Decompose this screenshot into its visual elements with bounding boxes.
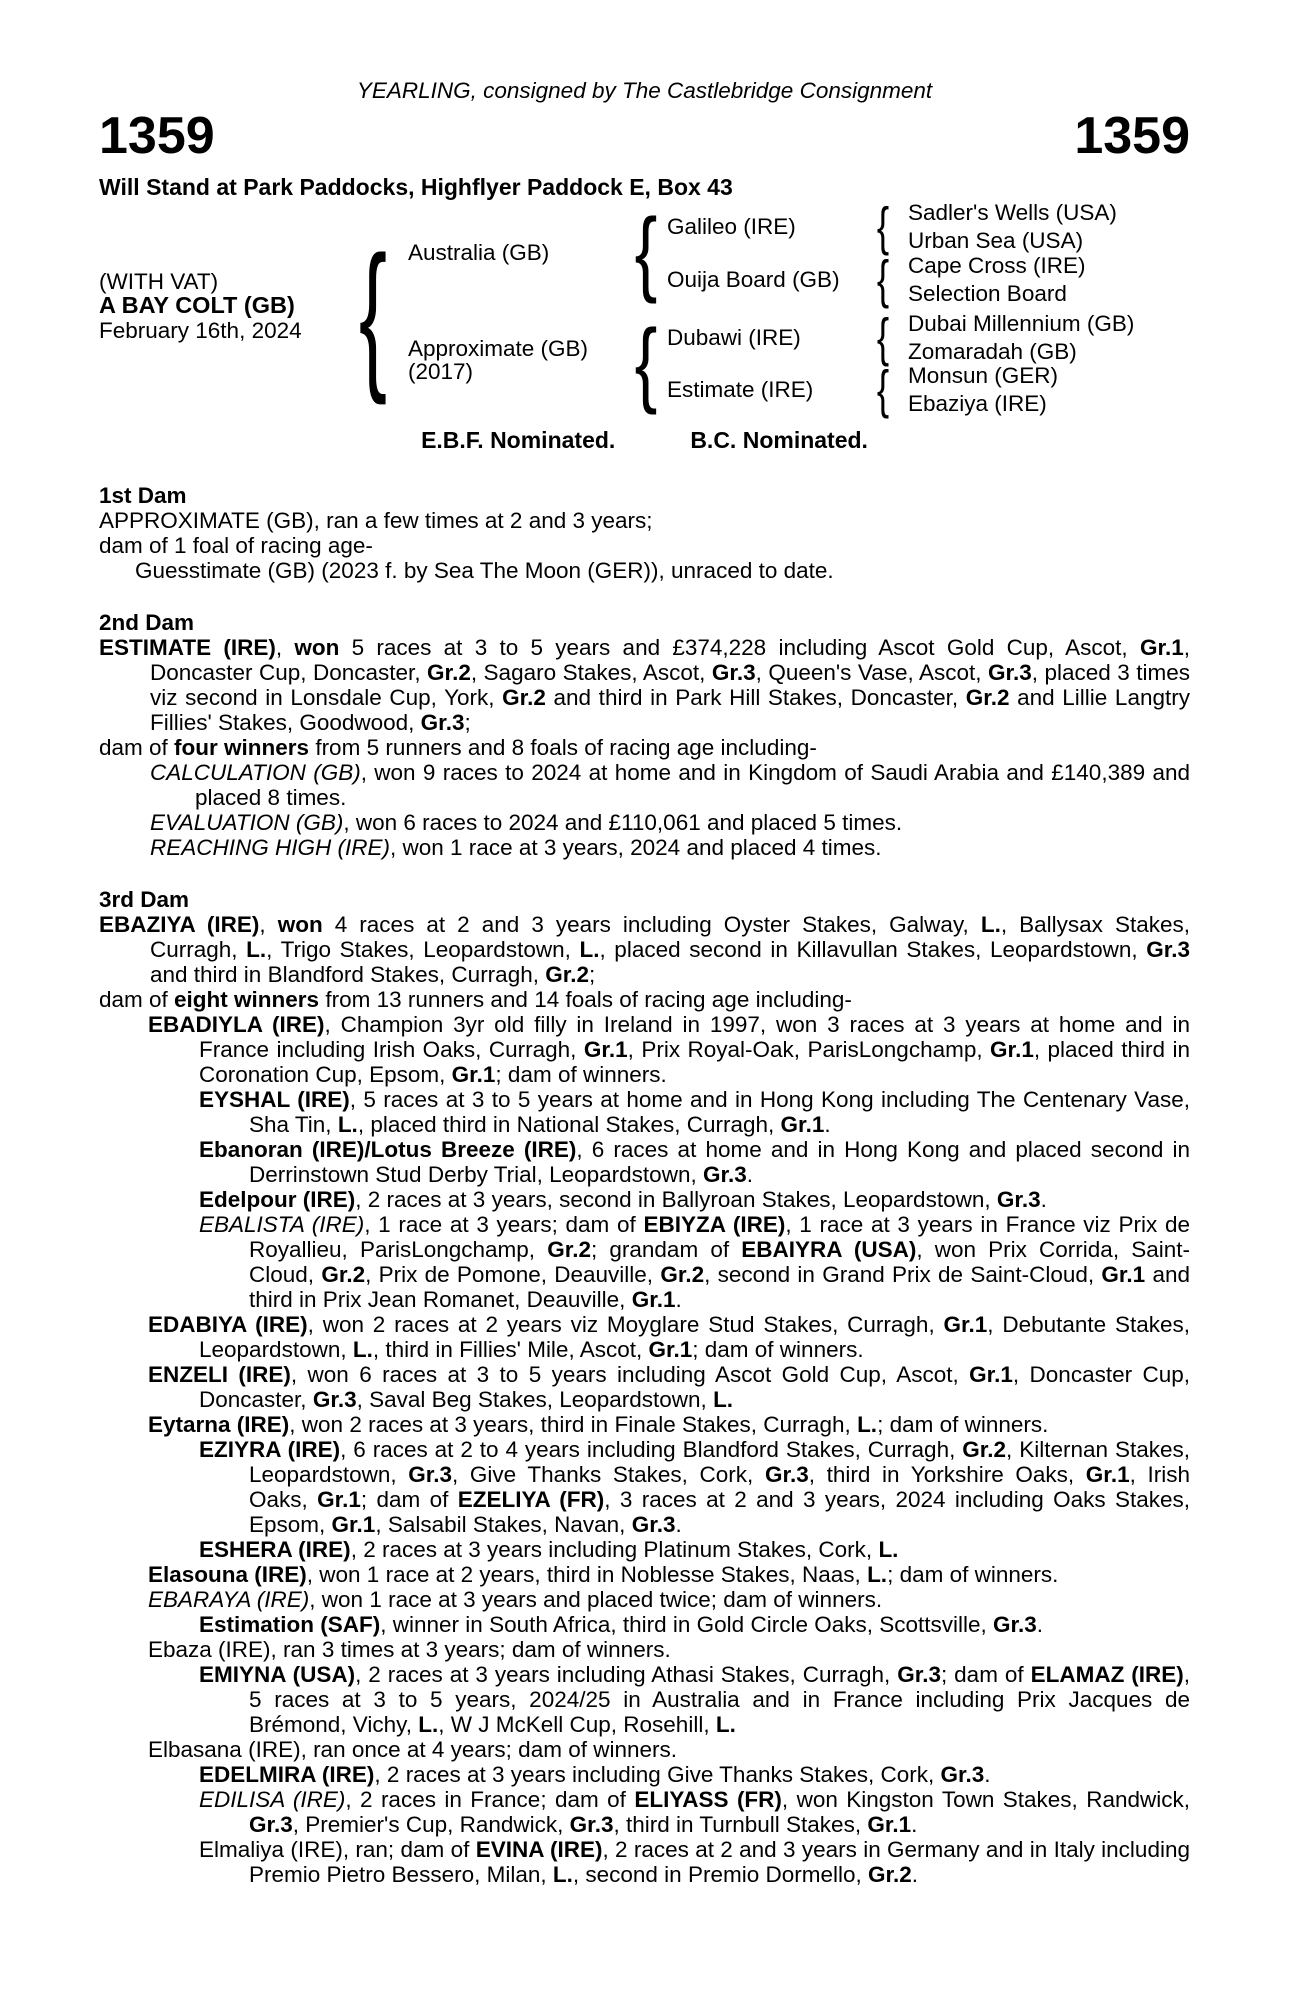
catalogue-paragraph: EDABIYA (IRE), won 2 races at 2 years viz Moyglare Stud Stakes, Curragh, Gr.1, Debutante Stakes, Leopardstown, L., third in Fillies' Mile, Ascot, Gr.1; dam of winners. xyxy=(148,1312,1190,1362)
catalogue-paragraph: Elmaliya (IRE), ran; dam of EVINA (IRE), 2 races at 2 and 3 years in Germany and in Italy including Premio Pietro Bessero, Milan, L., second in Premio Dormello, Gr.2. xyxy=(199,1837,1190,1887)
catalogue-paragraph: EBAZIYA (IRE), won 4 races at 2 and 3 years including Oyster Stakes, Galway, L., Ballysax Stakes, Curragh, L., Trigo Stakes, Leopardstown, L., placed second in Killavullan Stakes, Leopardstown, Gr.3 and third in Blandford Stakes, Curragh, Gr.2; xyxy=(99,912,1190,987)
stabling-location: Will Stand at Park Paddocks, Highflyer Paddock E, Box 43 xyxy=(99,174,733,200)
vat-note: (WITH VAT) xyxy=(99,269,219,294)
catalogue-paragraph: REACHING HIGH (IRE), won 1 race at 3 years, 2024 and placed 4 times. xyxy=(150,835,882,860)
lot-number-right: 1359 xyxy=(1074,107,1190,165)
catalogue-paragraph: Eytarna (IRE), won 2 races at 3 years, third in Finale Stakes, Curragh, L.; dam of winners. xyxy=(148,1412,1049,1437)
catalogue-paragraph: ESHERA (IRE), 2 races at 3 years including Platinum Stakes, Cork, L. xyxy=(199,1537,899,1562)
catalogue-paragraph: EDELMIRA (IRE), 2 races at 3 years including Give Thanks Stakes, Cork, Gr.3. xyxy=(199,1762,991,1787)
sire-sire-dam: Urban Sea (USA) xyxy=(908,228,1084,253)
catalogue-paragraph: Estimation (SAF), winner in South Africa, third in Gold Circle Oaks, Scottsville, Gr.3. xyxy=(199,1612,1044,1637)
bc-nomination: B.C. Nominated. xyxy=(690,427,868,453)
catalogue-paragraph: EBALISTA (IRE), 1 race at 3 years; dam of EBIYZA (IRE), 1 race at 3 years in France viz Prix de Royallieu, ParisLongchamp, Gr.2; grandam of EBAIYRA (USA), won Prix Corrida, Saint-Cloud, Gr.2, Prix de Pomone, Deauville, Gr.2, second in Grand Prix de Saint-Cloud, Gr.1 and third in Prix Jean Romanet, Deauville, Gr.1. xyxy=(199,1212,1190,1312)
dam-sire-dam: Zomaradah (GB) xyxy=(908,339,1077,364)
dam-sire-name: Dubawi (IRE) xyxy=(667,325,801,350)
catalogue-paragraph: Ebanoran (IRE)/Lotus Breeze (IRE), 6 races at home and in Hong Kong and placed second in Derrinstown Stud Derby Trial, Leopardstown, Gr.3. xyxy=(199,1137,1190,1187)
pedigree-brace-gp4: { xyxy=(876,359,890,419)
catalogue-paragraph: EMIYNA (USA), 2 races at 3 years including Athasi Stakes, Curragh, Gr.3; dam of ELAMAZ (IRE), 5 races at 3 to 5 years, 2024/25 in Australia and in France including Prix Jacques de Brémond, Vichy, L., W J McKell Cup, Rosehill, L. xyxy=(199,1662,1191,1737)
catalogue-paragraph: dam of eight winners from 13 runners and 14 foals of racing age including- xyxy=(99,987,852,1012)
catalogue-paragraph: CALCULATION (GB), won 9 races to 2024 at home and in Kingdom of Saudi Arabia and £140,389 and placed 8 times. xyxy=(150,760,1190,810)
dam-dam-dam: Ebaziya (IRE) xyxy=(908,391,1047,416)
sire-name: Australia (GB) xyxy=(408,240,550,265)
sire-dam-dam: Selection Board xyxy=(908,281,1067,306)
catalogue-paragraph: ESTIMATE (IRE), won 5 races at 3 to 5 years and £374,228 including Ascot Gold Cup, Ascot, Gr.1, Doncaster Cup, Doncaster, Gr.2, Sagaro Stakes, Ascot, Gr.3, Queen's Vase, Ascot, Gr.3, placed 3 times viz second in Lonsdale Cup, York, Gr.2 and third in Park Hill Stakes, Doncaster, Gr.2 and Lillie Langtry Fillies' Stakes, Goodwood, Gr.3; xyxy=(99,635,1190,735)
dam-name: Approximate (GB) xyxy=(408,336,589,361)
foaling-date: February 16th, 2024 xyxy=(99,318,302,343)
catalogue-paragraph: dam of four winners from 5 runners and 8 foals of racing age including- xyxy=(99,735,817,760)
pedigree-brace-main: { xyxy=(358,222,388,406)
catalogue-paragraph: Elbasana (IRE), ran once at 4 years; dam of winners. xyxy=(148,1737,678,1762)
catalogue-paragraph: APPROXIMATE (GB), ran a few times at 2 and 3 years; xyxy=(99,508,653,533)
consignment-line: YEARLING, consigned by The Castlebridge Consignment xyxy=(356,78,933,103)
catalogue-paragraph: Guesstimate (GB) (2023 f. by Sea The Moon (GER)), unraced to date. xyxy=(135,558,834,583)
dam-dam-sire: Monsun (GER) xyxy=(908,363,1059,388)
catalogue-paragraph: EBARAYA (IRE), won 1 race at 3 years and placed twice; dam of winners. xyxy=(148,1587,883,1612)
nominations-line xyxy=(99,428,1190,453)
catalogue-paragraph: EYSHAL (IRE), 5 races at 3 to 5 years at home and in Hong Kong including The Centenary Vase, Sha Tin, L., placed third in National Stakes, Curragh, Gr.1. xyxy=(199,1087,1191,1137)
dam-year: (2017) xyxy=(408,359,474,384)
dam-dam-name: Estimate (IRE) xyxy=(667,377,814,402)
pedigree-brace-dam: { xyxy=(634,309,658,415)
pedigree-brace-gp1: { xyxy=(876,196,890,256)
catalogue-paragraph: EDILISA (IRE), 2 races in France; dam of ELIYASS (FR), won Kingston Town Stakes, Randwick, Gr.3, Premier's Cup, Randwick, Gr.3, third in Turnbull Stakes, Gr.1. xyxy=(199,1787,1190,1837)
dam-sire-sire: Dubai Millennium (GB) xyxy=(908,311,1135,336)
sire-sire-name: Galileo (IRE) xyxy=(667,214,796,239)
catalogue-paragraph: EVALUATION (GB), won 6 races to 2024 and £110,061 and placed 5 times. xyxy=(150,810,903,835)
section-heading: 3rd Dam xyxy=(99,887,190,912)
lot-number-left: 1359 xyxy=(99,107,215,165)
ebf-nomination: E.B.F. Nominated. xyxy=(421,427,616,453)
catalogue-paragraph: dam of 1 foal of racing age- xyxy=(99,533,373,558)
pedigree-brace-sire: { xyxy=(634,198,658,304)
sire-dam-name: Ouija Board (GB) xyxy=(667,267,840,292)
catalogue-paragraph: Elasouna (IRE), won 1 race at 2 years, third in Noblesse Stakes, Naas, L.; dam of winners. xyxy=(148,1562,1059,1587)
catalogue-paragraph: Edelpour (IRE), 2 races at 3 years, second in Ballyroan Stakes, Leopardstown, Gr.3. xyxy=(199,1187,1047,1212)
catalogue-paragraph: Ebaza (IRE), ran 3 times at 3 years; dam of winners. xyxy=(148,1637,671,1662)
dam-sections xyxy=(0,483,1315,1887)
pedigree-brace-gp2: { xyxy=(876,249,890,309)
catalogue-paragraph: EBADIYLA (IRE), Champion 3yr old filly in Ireland in 1997, won 3 races at 3 years at home and in France including Irish Oaks, Curragh, Gr.1, Prix Royal-Oak, ParisLongchamp, Gr.1, placed third in Coronation Cup, Epsom, Gr.1; dam of winners. xyxy=(148,1012,1190,1087)
catalogue-paragraph: EZIYRA (IRE), 6 races at 2 to 4 years including Blandford Stakes, Curragh, Gr.2, Kilternan Stakes, Leopardstown, Gr.3, Give Thanks Stakes, Cork, Gr.3, third in Yorkshire Oaks, Gr.1, Irish Oaks, Gr.1; dam of EZELIYA (FR), 3 races at 2 and 3 years, 2024 including Oaks Stakes, Epsom, Gr.1, Salsabil Stakes, Navan, Gr.3. xyxy=(199,1437,1190,1537)
section-heading: 2nd Dam xyxy=(99,610,195,635)
section-heading: 1st Dam xyxy=(99,483,187,508)
horse-description: A BAY COLT (GB) xyxy=(99,292,295,318)
sire-sire-sire: Sadler's Wells (USA) xyxy=(908,200,1117,225)
sire-dam-sire: Cape Cross (IRE) xyxy=(908,253,1086,278)
catalogue-paragraph: ENZELI (IRE), won 6 races at 3 to 5 years including Ascot Gold Cup, Ascot, Gr.1, Doncaster Cup, Doncaster, Gr.3, Saval Beg Stakes, Leopardstown, L. xyxy=(148,1362,1191,1412)
pedigree-brace-gp3: { xyxy=(876,307,890,367)
